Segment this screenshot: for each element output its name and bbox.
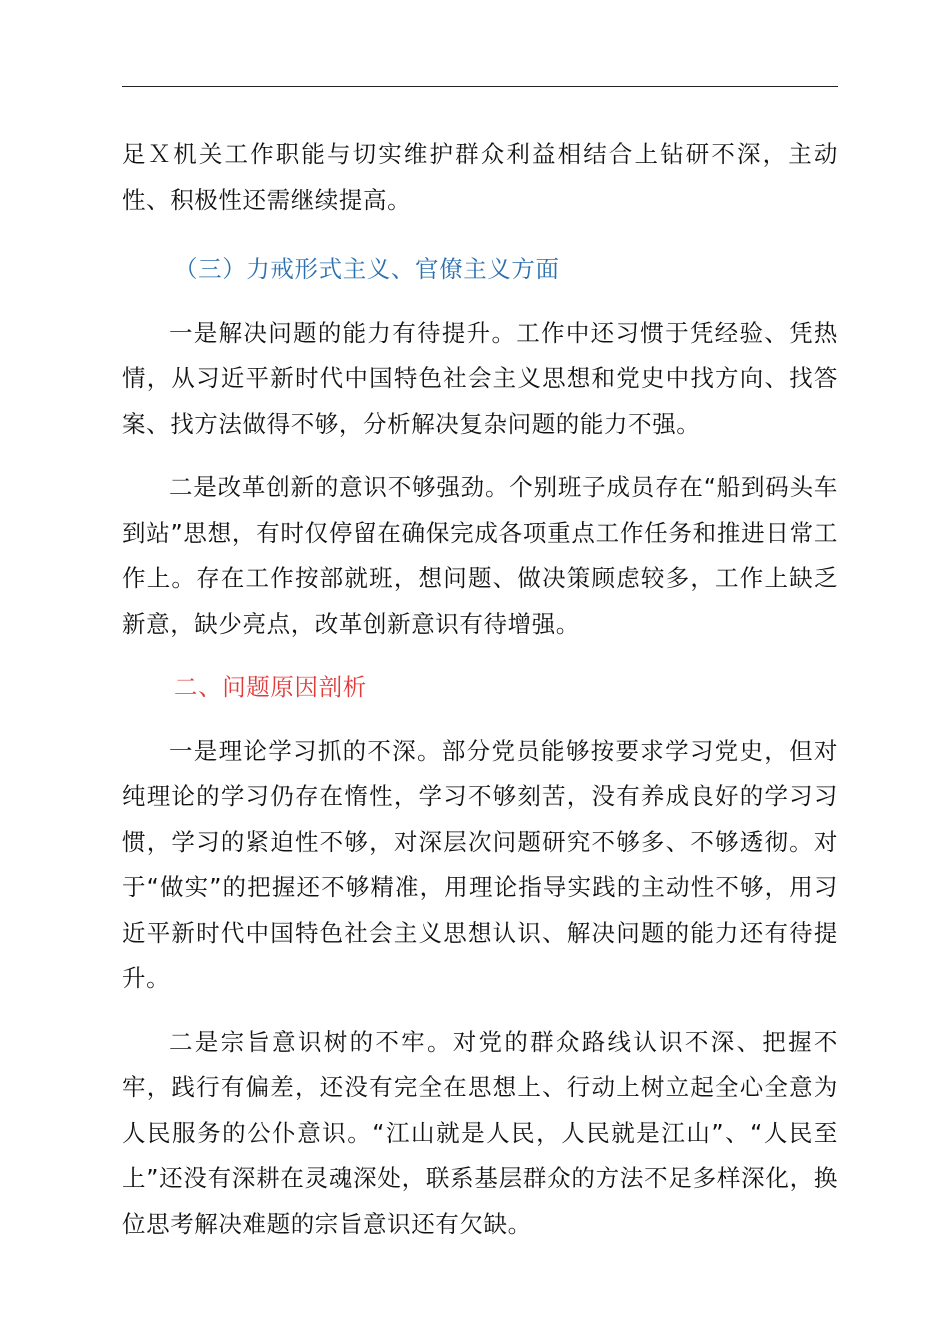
- continuation-paragraph: 足Ｘ机关工作职能与切实维护群众利益相结合上钻研不深，主动性、积极性还需继续提高。: [122, 140, 838, 214]
- section-3-paragraph-1: 一是解决问题的能力有待提升。工作中还习惯于凭经验、凭热情，从习近平新时代中国特色社会主义思想和党史中找方向、找答案、找方法做得不够，分析解决复杂问题的能力不强。: [122, 318, 838, 438]
- section-two-paragraph-2: 二是宗旨意识树的不牢。对党的群众路线认识不深、把握不牢，践行有偏差，还没有完全在思想上、行动上树立起全心全意为人民服务的公仆意识。“江山就是人民，人民就是江山”、“人民至上”还没有深耕在灵魂深处，联系基层群众的方法不足多样深化，换位思考解决难题的宗旨意识还有欠缺。: [122, 1027, 838, 1238]
- section-two-heading: 二、问题原因剖析: [174, 673, 367, 701]
- section-3-paragraph-2: 二是改革创新的意识不够强劲。个别班子成员存在“船到码头车到站”思想，有时仅停留在确保完成各项重点工作任务和推进日常工作上。存在工作按部就班，想问题、做决策顾虑较多，工作上缺乏新意，缺少亮点，改革创新意识有待增强。: [122, 473, 838, 638]
- document-body: [122, 132, 838, 1265]
- section-two-paragraph-1: 一是理论学习抓的不深。部分党员能够按要求学习党史，但对纯理论的学习仍存在惰性，学习不够刻苦，没有养成良好的学习习惯，学习的紧迫性不够，对深层次问题研究不够多、不够透彻。对于“做实”的把握还不够精准，用理论指导实践的主动性不够，用习近平新时代中国特色社会主义思想认识、解决问题的能力还有待提升。: [122, 736, 838, 992]
- section-3-heading: （三）力戒形式主义、官僚主义方面: [174, 255, 560, 283]
- header-rule: [122, 86, 838, 87]
